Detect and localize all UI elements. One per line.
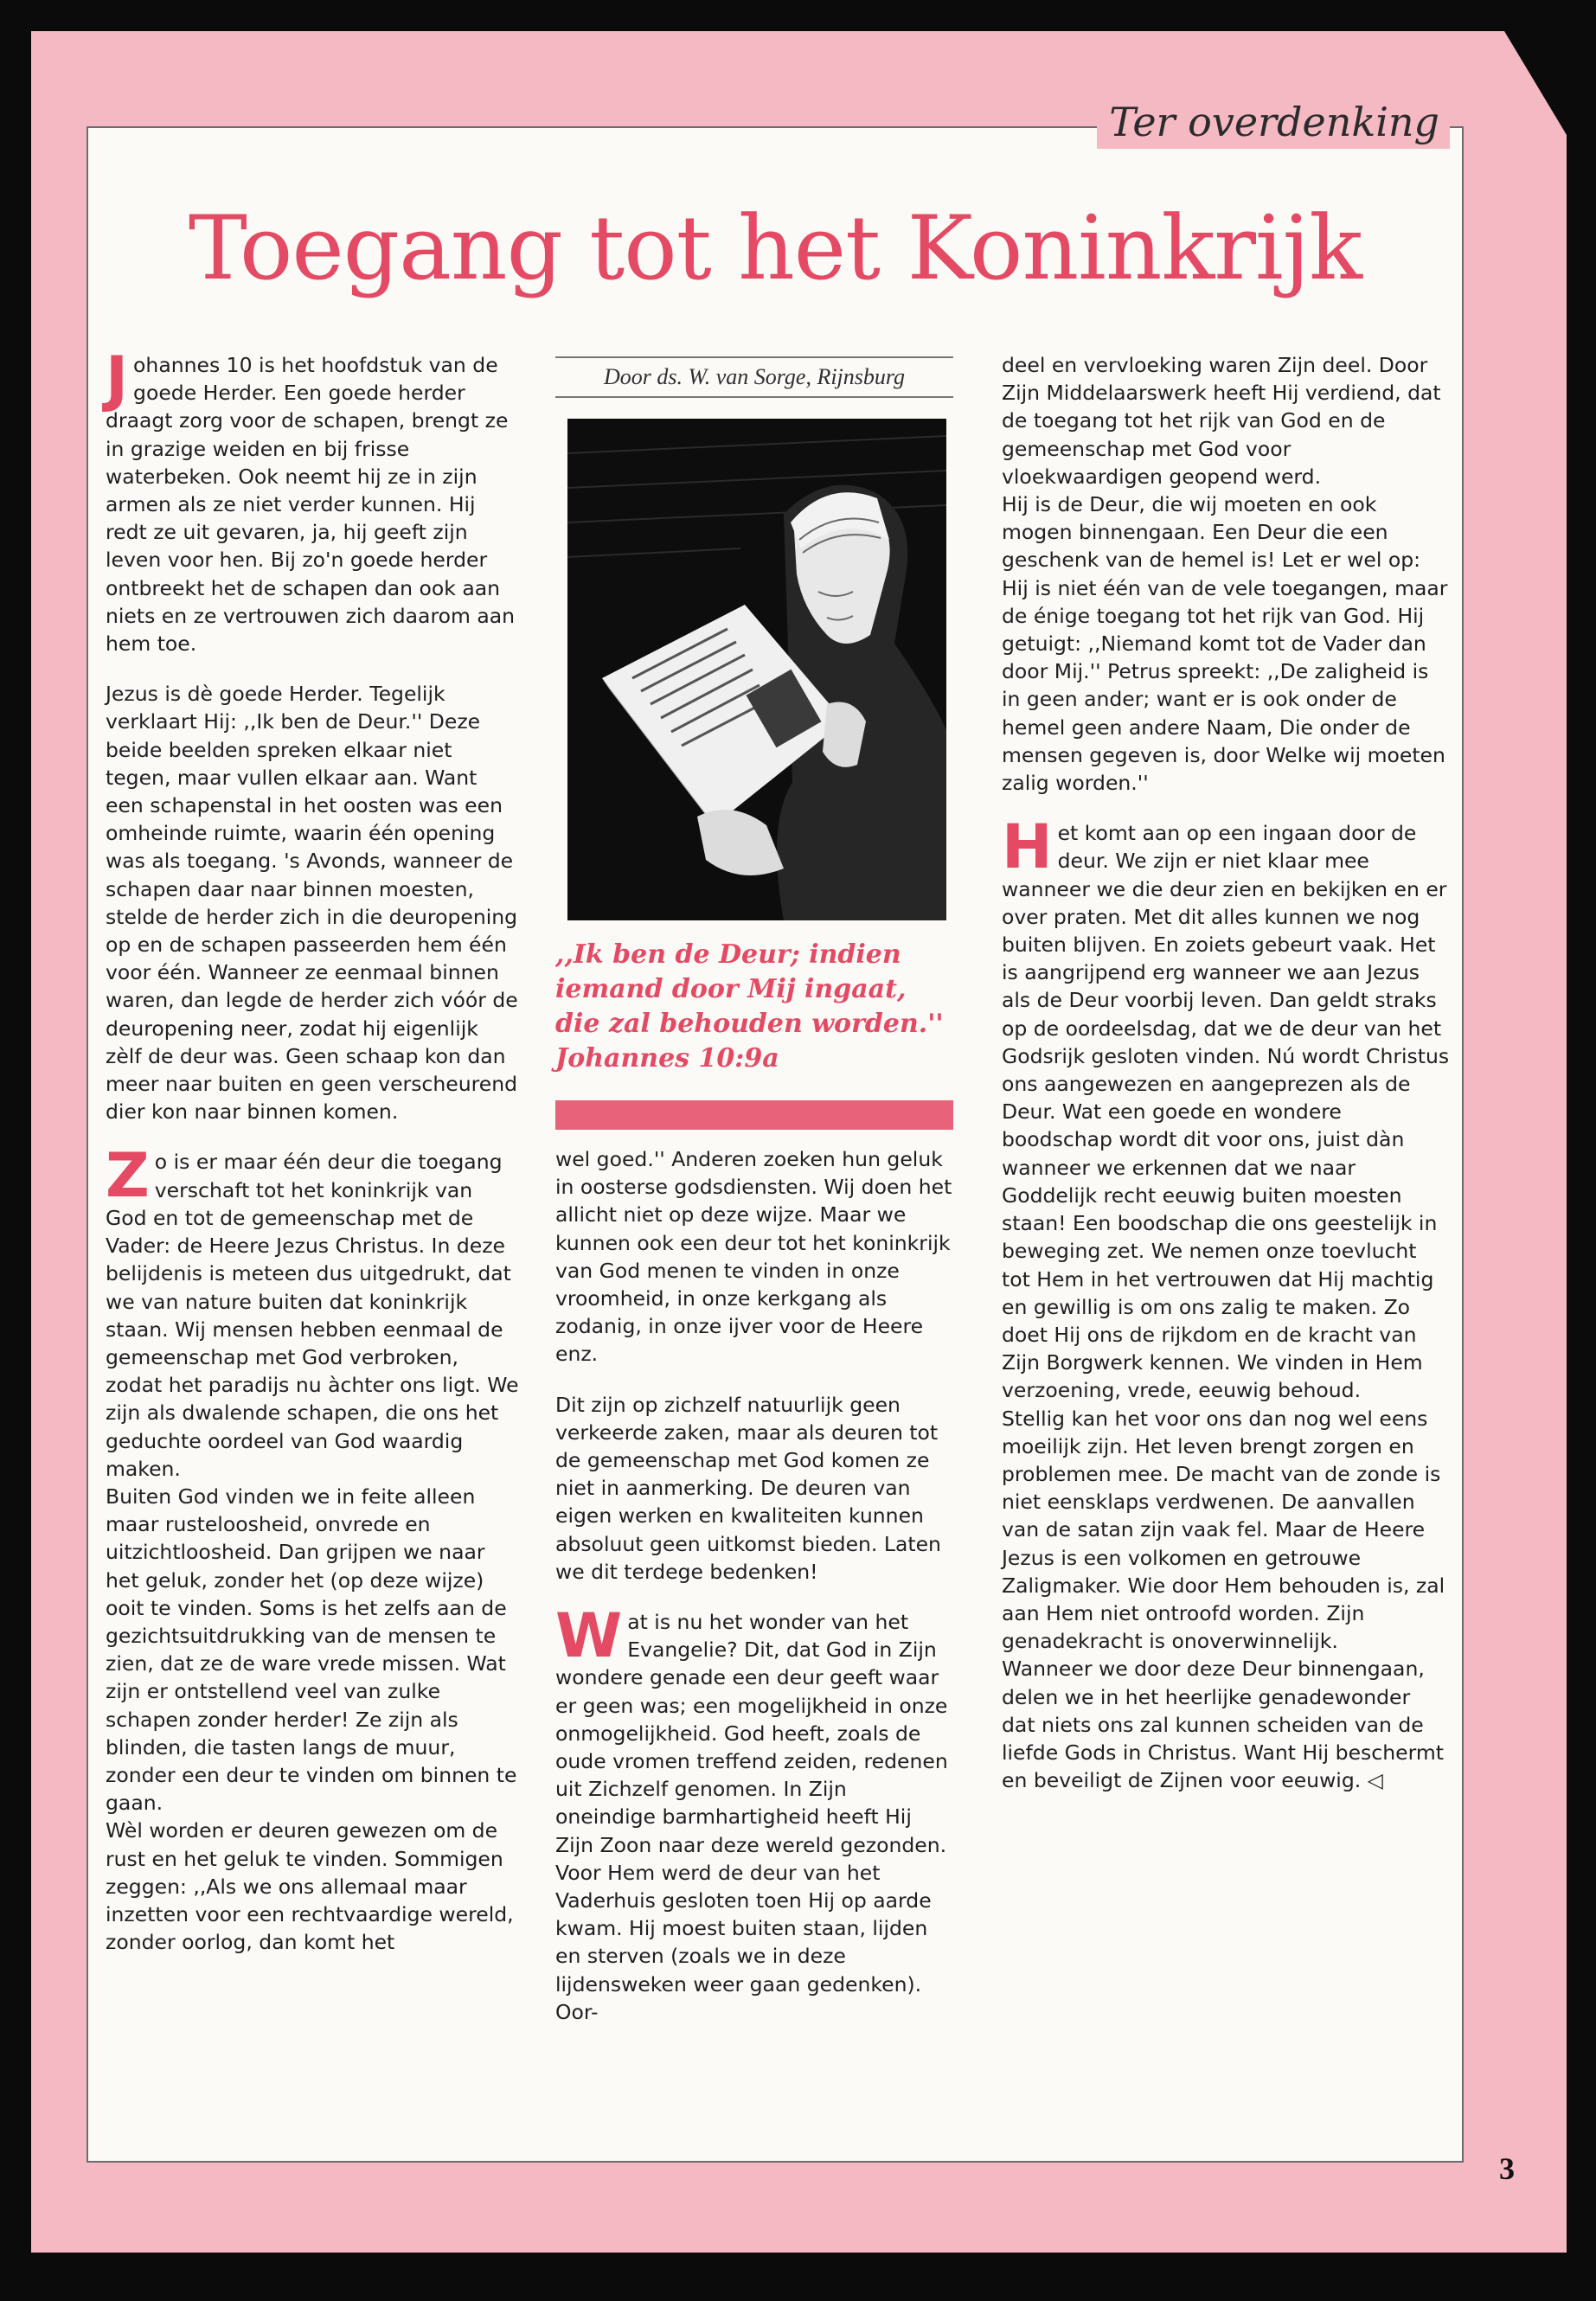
paragraph-text: Wanneer we door deze Deur binnengaan, delen we in het heerlijke genadewonder dat niets ons zal kunnen scheiden van de liefde Gods in Christus. Want Hij beschermt en beveiligt de Zijnen voor eeuwig.: [1002, 1657, 1444, 1793]
column-1: [106, 343, 519, 1956]
paragraph: deel en vervloeking waren Zijn deel. Door Zijn Middelaarswerk heeft Hij verdiend, dat de toegang tot het rijk van God en de gemeenschap met God voor vloekwaardigen geopend werd.: [1002, 353, 1441, 489]
paragraph: Buiten God vinden we in feite alleen maar rusteloosheid, onvrede en uitzichtloosheid. Dan grijpen we naar het geluk, zonder het (op deze wijze) ooit te vinden. Soms is het zelfs aan de gezichtsuitdrukking van de mensen te zien, dat ze de ware vrede missen. Wat zijn er ontstellend veel van zulke schapen zonder herder! Ze zijn als blinden, die tasten langs de muur, zonder een deur te vinden om binnen te gaan.: [106, 1484, 517, 1816]
drop-cap: J: [106, 343, 129, 414]
end-mark-icon: ◁: [1367, 1768, 1383, 1793]
paragraph: Jezus is dè goede Herder. Tegelijk verklaart Hij: ,,Ik ben de Deur.'' Deze beide beelden spreken elkaar niet tegen, maar vullen elkaar aan. Want een schapenstal in het oosten was een omheinde ruimte, waarin één opening was als toegang. 's Avonds, wanneer de schapen daar naar binnen moesten, stelde de herder zich in die deuropening op en de schapen passeerden hem één voor één. Wanneer ze eenmaal binnen waren, dan legde de herder zich vóór de deuropening neer, zodat hij eigenlijk zèlf de deur was. Geen schaap kon dan meer naar buiten en geen verscheurend dier kon naar binnen komen.: [106, 682, 518, 1125]
article-frame: [87, 99, 1464, 2163]
page-number: 3: [1499, 2151, 1515, 2186]
paragraph: Stellig kan het voor ons dan nog wel eens moeilijk zijn. Het leven brengt zorgen en problemen mee. De macht van de zonde is niet eensklaps verdwenen. De aanvallen van de satan zijn vaak fel. Maar de Heere Jezus is een volkomen en getrouwe Zaligmaker. Wie door Hem behouden is, zal aan Hem niet ontroofd worden. Zijn genadekracht is onoverwinnelijk.: [1002, 1406, 1445, 1654]
section-label: Ter overdenking: [1097, 99, 1450, 149]
page-fold-corner: [1504, 31, 1567, 135]
drop-cap: Z: [106, 1140, 150, 1212]
paragraph: wel goed.'' Anderen zoeken hun geluk in oosterse godsdiensten. Wij doen het allicht niet op deze wijze. Maar we kunnen ook een deur tot het koninkrijk van God menen te vinden in onze vroomheid, in onze kerkgang als zodanig, in onze ijver voor de Heere enz.: [555, 1147, 952, 1367]
paragraph: [555, 1600, 953, 2026]
magazine-page: [31, 31, 1567, 2253]
author-byline: Door ds. W. van Sorge, Rijnsburg: [555, 356, 953, 398]
illustration-old-woman-reading-bible: [567, 419, 946, 920]
paragraph-text: at is nu het wonder van het Evangelie? Dit, dat God in Zijn wondere genade een deur geeft waar er geen was; een mogelijkheid in onze onmogelijkheid. God heeft, zoals de oude vromen treffend zeiden, redenen uit Zichzelf genomen. In Zijn oneindige barmhartigheid heeft Hij Zijn Zoon naar deze wereld gezonden. Voor Hem werd de deur van het Vaderhuis gesloten toen Hij op aarde kwam. Hij moest buiten staan, lijden en sterven (zoals we in deze lijdensweken weer gaan gedenken). Oor-: [555, 1610, 948, 2024]
pull-quote: ,,Ik ben de Deur; indien iemand door Mij ingaat, die zal behouden worden.'' Johannes 10:9a: [555, 939, 944, 1074]
paragraph: Hij is de Deur, die wij moeten en ook mogen binnengaan. Een Deur die een geschenk van de hemel is! Let er wel op: Hij is niet één van de vele toegangen, maar de énige toegang tot het rijk van God. Hij getuigt: ,,Niemand komt tot de Vader dan door Mij.'' Petrus spreekt: ,,De zaligheid is in geen ander; want er is ook onder de hemel geen andere Naam, Die onder de mensen gegeven is, door Welke wij moeten zalig worden.'': [1002, 492, 1448, 796]
paragraph: Dit zijn op zichzelf natuurlijk geen verkeerde zaken, maar als deuren tot de gemeenschap met God komen ze niet in aanmerking. De deuren van eigen werken en kwaliteiten kunnen absoluut geen uitkomst bieden. Laten we dit terdege bedenken!: [555, 1392, 941, 1584]
drop-cap: W: [555, 1600, 623, 1672]
paragraph: [1002, 1655, 1450, 1794]
woodcut-illustration: [567, 419, 946, 920]
drop-cap: H: [1002, 811, 1053, 883]
paragraph: [106, 1140, 519, 1482]
column-3: [1002, 351, 1450, 1794]
paragraph: Wèl worden er deuren gewezen om de rust en het geluk te vinden. Sommigen zeggen: ,,Als we ons allemaal maar inzetten voor een rechtvaardige wereld, zonder oorlog, dan komt het: [106, 1818, 514, 1955]
column-2: [555, 351, 953, 2026]
paragraph-text: et komt aan op een ingaan door de deur. We zijn er niet klaar mee wanneer we die deur zien en bekijken en er over praten. Met dit alles kunnen we nog buiten blijven. En zoiets gebeurt vaak. Het is aangrijpend erg wanneer we aan Jezus als de Deur voorbij leven. Dan geldt straks op de oordeelsdag, dat we de deur van het Godsrijk gesloten vinden. Nú wordt Christus ons aangewezen en aangeprezen als de Deur. Wat een goede en wondere boodschap wordt dit voor ons, juist dàn wanneer we erkennen dat we naar Goddelijk recht eeuwig buiten moesten staan! Een boodschap die ons geestelijk in beweging zet. We nemen onze toevlucht tot Hem in het vertrouwen dat Hij machtig en gewillig is om ons zalig te maken. Zo doet Hij ons de rijkdom en de kracht van Zijn Borgwerk kennen. We vinden in Hem verzoening, vrede, eeuwig behoud.: [1002, 821, 1450, 1403]
paragraph: [1002, 811, 1450, 1404]
paragraph-text: ohannes 10 is het hoofdstuk van de goede Herder. Een goede herder draagt zorg voor de schapen, brengt ze in grazige weiden en bij frisse waterbeken. Ook neemt hij ze in zijn armen als ze niet verder kunnen. Hij redt ze uit gevaren, ja, hij geeft zijn leven voor hen. Bij zo'n goede herder ontbreekt het de schapen dan ook aan niets en ze vertrouwen zich daarom aan hem toe.: [106, 353, 516, 657]
paragraph-text: o is er maar één deur die toegang verschaft tot het koninkrijk van God en tot de gemeenschap met de Vader: de Heere Jezus Christus. In deze belijdenis is meteen dus uitgedrukt, dat we van nature buiten dat koninkrijk staan. Wij mensen hebben eenmaal de gemeenschap met God verbroken, zodat het paradijs nu àchter ons ligt. We zijn als dwalende schapen, die ons het geduchte oordeel van God waardig maken.: [106, 1150, 519, 1481]
decorative-bar: [555, 1100, 953, 1130]
paragraph: [106, 343, 519, 657]
article-title: Toegang tot het Koninkrijk: [188, 197, 1362, 300]
